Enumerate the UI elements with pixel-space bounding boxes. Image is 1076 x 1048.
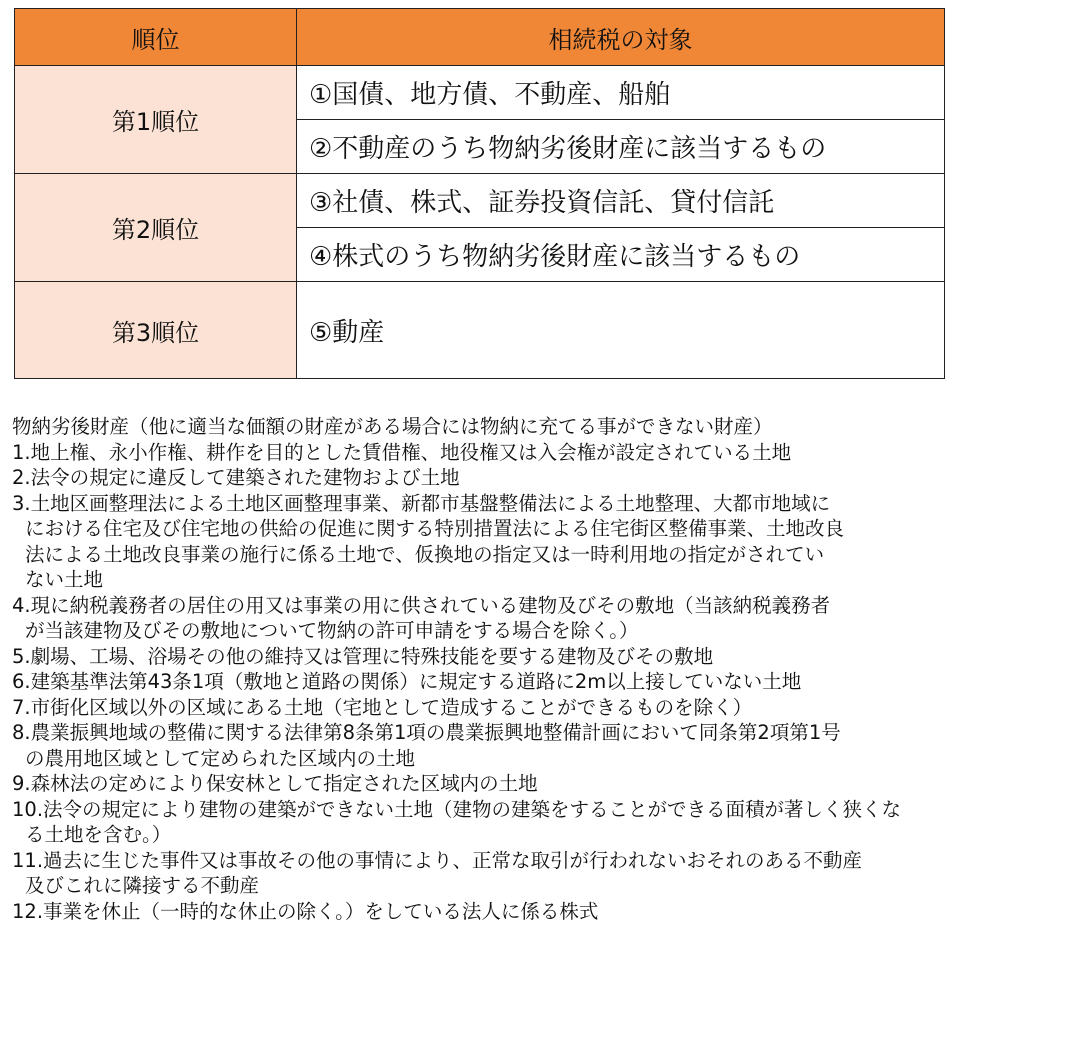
note-line: 2.法令の規定に違反して建築された建物および土地: [12, 466, 460, 489]
rank-cell-1: 第1順位: [15, 66, 297, 174]
note-line: 8.農業振興地域の整備に関する法律第8条第1項の農業振興地整備計画において同条第2項第1号: [12, 721, 841, 744]
table-row: [15, 174, 945, 228]
note-line: 6.建築基準法第43条1項（敷地と道路の関係）に規定する道路に2m以上接していない土地: [12, 670, 802, 693]
tax-order-table: [14, 8, 945, 379]
note-line: 法による土地改良事業の施行に係る土地で、仮換地の指定又は一時利用地の指定がされてい: [25, 542, 825, 566]
rank-cell-3: 第3順位: [15, 282, 297, 379]
rank-cell-2: 第2順位: [15, 174, 297, 282]
note-line: 10.法令の規定により建物の建築ができない土地（建物の建築をすることができる面積が著しく狭くな: [12, 797, 902, 821]
note-line: が当該建物及びその敷地について物納の許可申請をする場合を除く。）: [25, 619, 639, 642]
table-row: [15, 66, 945, 120]
note-line: る土地を含む。）: [25, 823, 172, 846]
note-line: 9.森林法の定めにより保安林として指定された区域内の土地: [12, 772, 538, 795]
note-line: 4.現に納税義務者の居住の用又は事業の用に供されている建物及びその敷地（当該納税義務者: [12, 593, 831, 617]
note-line: 12.事業を休止（一時的な休止の除く。）をしている法人に係る株式: [12, 899, 599, 923]
table-header-row: [15, 9, 945, 66]
notes-heading: 物納劣後財産（他に適当な価額の財産がある場合には物納に充てる事ができない財産）: [12, 415, 773, 438]
note-line: の農用地区域として定められた区域内の土地: [25, 746, 416, 770]
note-line: 5.劇場、工場、浴場その他の維持又は管理に特殊技能を要する建物及びその敷地: [12, 644, 714, 668]
header-rank: 順位: [15, 9, 297, 66]
note-line: 11.過去に生じた事件又は事故その他の事情により、正常な取引が行われないおそれのある不動産: [12, 848, 863, 872]
target-cell: ②不動産のうち物納劣後財産に該当するもの: [297, 120, 945, 174]
note-line: における住宅及び住宅地の供給の促進に関する特別措置法による住宅街区整備事業、土地改良: [25, 517, 845, 540]
note-line: ない土地: [25, 568, 104, 591]
note-line: 及びこれに隣接する不動産: [25, 874, 260, 897]
header-target: 相続税の対象: [297, 9, 945, 66]
target-cell: ⑤動産: [297, 282, 945, 379]
target-cell: ③社債、株式、証券投資信託、貸付信託: [297, 174, 945, 228]
note-line: 7.市街化区域以外の区域にある土地（宅地として造成することができるものを除く）: [12, 695, 753, 719]
target-cell: ④株式のうち物納劣後財産に該当するもの: [297, 228, 945, 282]
target-cell: ①国債、地方債、不動産、船舶: [297, 66, 945, 120]
note-line: 3.土地区画整理法による土地区画整理事業、新都市基盤整備法による土地整理、大都市地域に: [12, 491, 831, 515]
table-row: [15, 282, 945, 379]
note-line: 1.地上権、永小作権、耕作を目的とした賃借権、地役権又は入会権が設定されている土地: [12, 440, 792, 464]
deferred-property-notes: [12, 414, 1064, 924]
